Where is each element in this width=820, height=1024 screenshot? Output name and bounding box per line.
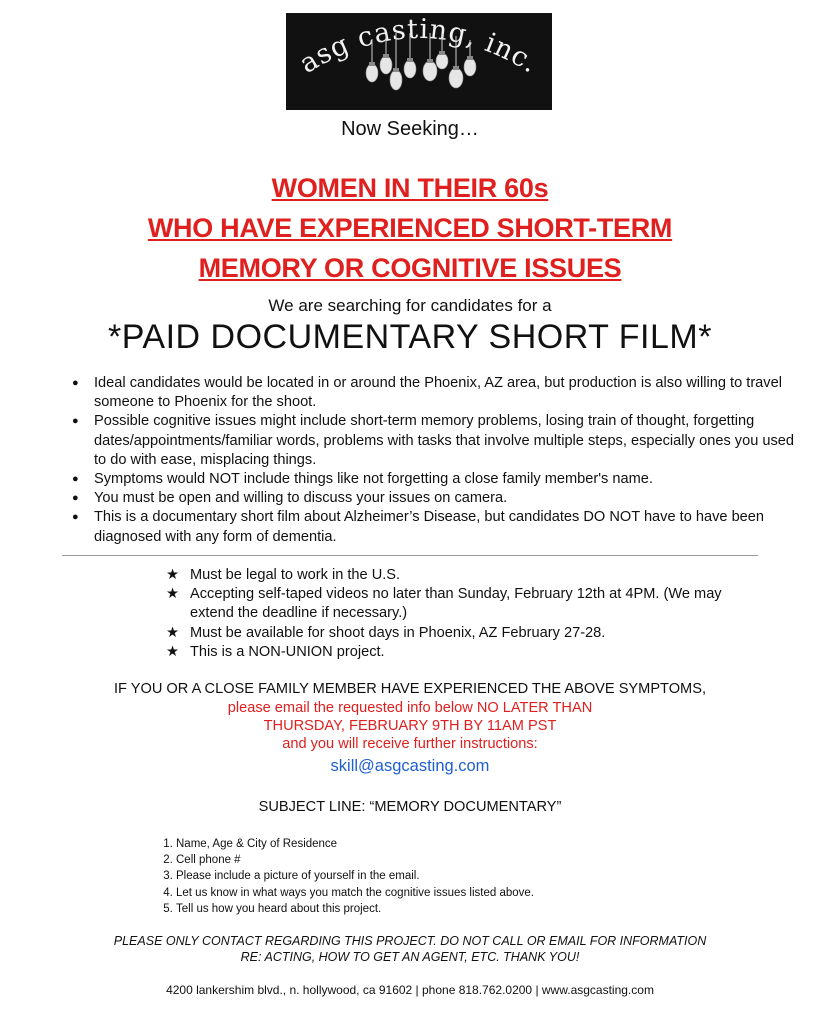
now-seeking: Now Seeking… <box>341 118 479 140</box>
list-item: 1. Name, Age & City of Residence <box>176 836 736 852</box>
list-item: 3. Please include a picture of yourself in the email. <box>176 868 736 884</box>
subject-row <box>0 799 820 815</box>
list-item: ● This is a documentary short film about Alzheimer’s Disease, but candidates DO NOT have to have been diagnosed with any form of dementia. <box>72 508 800 546</box>
list-item: ● Ideal candidates would be located in or around the Phoenix, AZ area, but production is also willing to travel someone to Phoenix for the shoot. <box>72 374 800 412</box>
notice-line: RE: ACTING, HOW TO GET AN AGENT, ETC. THANK YOU! <box>240 950 580 964</box>
deadline-line: THURSDAY, FEBRUARY 9TH BY 11AM PST <box>263 718 557 734</box>
list-item: 2. Cell phone # <box>176 852 736 868</box>
list-item: ★ This is a NON-UNION project. <box>166 643 756 662</box>
subject-line: SUBJECT LINE: “MEMORY DOCUMENTARY” <box>258 799 562 815</box>
footer-address: 4200 lankershim blvd., n. hollywood, ca 91602 | phone 818.762.0200 | www.asgcasting.com <box>166 983 654 997</box>
deadline-text <box>0 699 820 753</box>
headline-line: WOMEN IN THEIR 60s <box>271 173 549 203</box>
deadline-line: please email the requested info below NO LATER THAN <box>227 700 593 716</box>
company-logo <box>286 13 552 110</box>
searching-text: We are searching for candidates for a <box>268 296 552 315</box>
email-info-list <box>152 836 736 917</box>
light-bulbs-icon <box>286 13 552 110</box>
contact-notice <box>0 933 820 965</box>
paid-title: *PAID DOCUMENTARY SHORT FILM* <box>108 318 712 356</box>
star-list <box>166 566 756 662</box>
logo-text: asg casting, inc. <box>294 13 544 80</box>
divider <box>62 555 758 556</box>
list-item: 4. Let us know in what ways you match the cognitive issues listed above. <box>176 885 736 901</box>
email-row <box>0 757 820 776</box>
headline-line: WHO HAVE EXPERIENCED SHORT-TERM <box>147 213 673 243</box>
list-item: ● You must be open and willing to discuss your issues on camera. <box>72 489 800 508</box>
list-item: ● Possible cognitive issues might include short-term memory problems, losing train of thought, forgetting dates/appointments/familiar words, problems with tasks that involve multiple steps, especially ones you used to do with ease, misplacing things. <box>72 412 800 470</box>
list-item: ★ Accepting self-taped videos no later than Sunday, February 12th at 4PM. (We may extend the deadline if necessary.) <box>166 585 756 623</box>
svg-text:asg casting, inc. <box>294 14 544 80</box>
if-you-text: IF YOU OR A CLOSE FAMILY MEMBER HAVE EXPERIENCED THE ABOVE SYMPTOMS, <box>113 681 706 697</box>
headline <box>0 168 820 288</box>
requirements-list <box>72 374 800 547</box>
list-item: ★ Must be legal to work in the U.S. <box>166 566 756 585</box>
headline-line: MEMORY OR COGNITIVE ISSUES <box>198 253 622 283</box>
list-item: 5. Tell us how you heard about this project. <box>176 901 736 917</box>
list-item: ★ Must be available for shoot days in Phoenix, AZ February 27-28. <box>166 624 756 643</box>
list-item: ● Symptoms would NOT include things like not forgetting a close family member's name. <box>72 470 800 489</box>
notice-line: PLEASE ONLY CONTACT REGARDING THIS PROJECT. DO NOT CALL OR EMAIL FOR INFORMATION <box>113 934 707 948</box>
deadline-line: and you will receive further instructions: <box>282 736 538 752</box>
email-link[interactable]: skill@asgcasting.com <box>330 757 490 775</box>
